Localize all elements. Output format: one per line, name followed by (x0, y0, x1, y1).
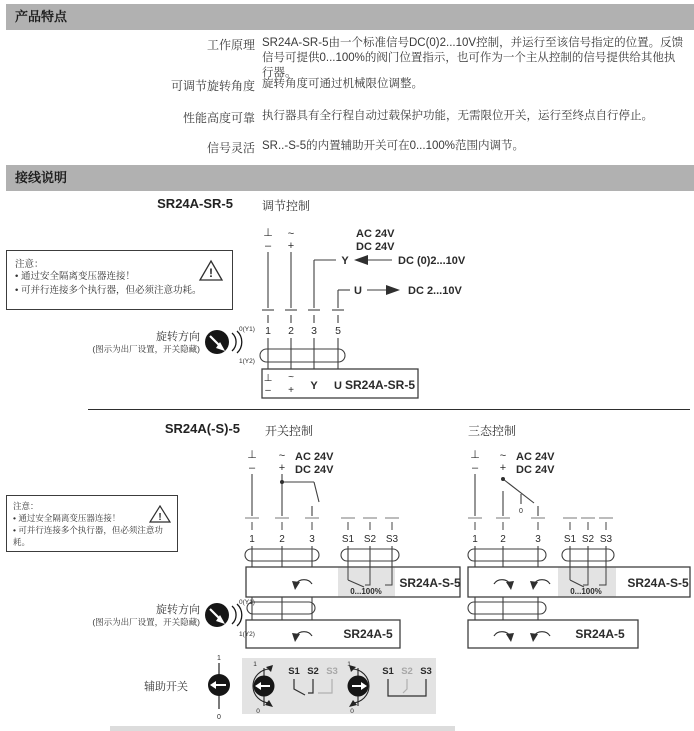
terminal-2: 2 (288, 325, 294, 337)
rotation-pos1-label: 1(Y2) (239, 358, 255, 365)
cable-sheath (468, 602, 546, 614)
terminal-1: 1 (265, 325, 271, 337)
label-dc24v: DC 24V (356, 241, 395, 253)
sym-ground: ⊥ (247, 449, 257, 461)
sym-ac: ~ (278, 450, 286, 462)
section-title: 接线说明 (15, 170, 68, 185)
terminal-3: 3 (309, 534, 315, 545)
warning-triangle-icon (149, 504, 171, 524)
svg-text:0: 0 (350, 708, 354, 715)
cw-rotation-icon (494, 632, 514, 642)
feature-label: 工作原理 (206, 38, 255, 52)
sym-plus: + (499, 462, 507, 474)
aux-dial-ccw-icon (253, 661, 274, 715)
section-title: 产品特点 (15, 9, 68, 24)
terminal-s3: S3 (599, 534, 613, 545)
inter-box-wires (468, 597, 546, 620)
note-item: • 通过安全隔离变压器连接！ (15, 271, 135, 282)
svg-text:1: 1 (347, 661, 351, 668)
aux-contact-gray (403, 679, 407, 693)
note-item: • 可并行连接多个执行器，但必须注意功耗。 (15, 284, 202, 296)
sym-ground: ⊥ (263, 227, 273, 239)
wiring-diagram-sr24a-sr5 (250, 222, 690, 400)
terminal-ticks (252, 522, 392, 530)
box-label-y: Y (310, 380, 318, 392)
lower-wires (245, 546, 399, 567)
s1-label: S1 (382, 666, 394, 677)
rotation-pos0-label: 0(Y1) (239, 326, 255, 333)
feature-label: 信号灵活 (206, 141, 255, 155)
svg-text:!: ! (209, 266, 213, 280)
terminal-s2: S2 (581, 534, 595, 545)
wires (475, 474, 538, 516)
label-y: Y (341, 255, 349, 267)
rotation-direction-label: 旋转方向 (156, 331, 200, 343)
box-sym-ac: ~ (288, 372, 294, 383)
terminal-2: 2 (500, 534, 506, 545)
note-box (6, 250, 233, 310)
sym-ac: ~ (499, 450, 507, 462)
terminal-1: 1 (249, 534, 255, 545)
terminal-s1: S1 (341, 534, 355, 545)
sym-ground: ⊥ (470, 449, 480, 461)
box-sym-ground: ⊥ (263, 373, 273, 384)
note-item: • 可并行连接多个执行器，但必须注意功耗。 (13, 525, 163, 547)
box-model-label: SR24A-S-5 (627, 576, 689, 590)
rotation-pos0-label: 0(Y1) (239, 599, 255, 606)
label-ac24v: AC 24V (295, 451, 334, 463)
warning-triangle-icon (198, 259, 224, 283)
cable-sheath (247, 602, 315, 614)
wires (252, 474, 319, 516)
cable-sheath (260, 349, 345, 362)
terminal-5: 5 (335, 325, 341, 337)
aux-switch-label: 辅助开关 (144, 681, 188, 693)
s2-label: S2 (307, 666, 319, 677)
rotation-direction-icon (204, 322, 256, 366)
s1-label: S1 (288, 666, 300, 677)
terminal-s3: S3 (385, 534, 399, 545)
pos-0-label: 0 (217, 714, 221, 721)
caption-tristate-control: 三态控制 (468, 424, 517, 438)
junction-dot (501, 477, 505, 481)
feature-text: SR..-S-5的内置辅助开关可在0...100%范围内调节。 (262, 140, 524, 152)
mid-position-label: 0 (519, 508, 523, 515)
box-model-label: SR24A-S-5 (399, 576, 461, 590)
cable-sheath (468, 549, 546, 561)
section-header-wiring (6, 165, 694, 191)
aux-switch-panel (242, 658, 436, 714)
wiring-diagram-switch-control (244, 446, 464, 658)
note-title: 注意： (13, 501, 39, 511)
s2-label: S2 (401, 666, 413, 677)
arrow-left-icon (354, 255, 368, 265)
rotation-direction-sublabel: (图示为出厂设置，开关隐藏) (92, 617, 200, 627)
lower-wires (468, 546, 614, 567)
sym-plus: + (278, 462, 286, 474)
box-model-label: SR24A-SR-5 (344, 378, 416, 392)
terminal-3: 3 (311, 325, 317, 337)
terminal-3: 3 (535, 534, 541, 545)
rotation-direction-icon (204, 595, 256, 639)
caption-switch-control: 开关控制 (265, 424, 314, 438)
label-u-signal: DC 2...10V (408, 285, 462, 297)
rotation-direction-label: 旋转方向 (156, 604, 200, 616)
terminal-2: 2 (279, 534, 285, 545)
aux-range-label: 0...100% (350, 587, 382, 596)
sym-minus: – (471, 462, 479, 474)
svg-text:1: 1 (253, 661, 257, 668)
label-y-signal: DC (0)2...10V (398, 255, 466, 267)
sym-plus: + (287, 240, 295, 252)
feature-text: 旋转角度可通过机械限位调整。 (262, 78, 423, 90)
note-box (6, 495, 178, 552)
box-label-u: U (334, 380, 342, 392)
label-ac24v: AC 24V (356, 228, 395, 240)
arrow-right-icon (386, 285, 400, 295)
model-title-sr24a-sr5: SR24A-SR-5 (157, 196, 233, 211)
divider (88, 409, 690, 410)
ccw-rotation-icon (292, 632, 312, 642)
feature-text: SR24A-SR-5由一个标准信号DC(0)2...10V控制，并运行至该信号指定的位置。反馈信号可提供0...100%的阀门位置指示，也可作为一个主从控制的信号提供给其他执行器。 (262, 37, 684, 79)
svg-text:0: 0 (256, 708, 260, 715)
note-item: • 通过安全隔离变压器连接！ (13, 513, 121, 523)
terminal-ticks (475, 522, 606, 530)
sym-ac: ~ (287, 228, 295, 240)
svg-text:!: ! (158, 512, 162, 523)
ccw-rotation-icon (530, 632, 550, 642)
terminal-s1: S1 (563, 534, 577, 545)
aux-switch-diagrams (242, 658, 436, 714)
caption-modulating-control: 调节控制 (262, 199, 311, 213)
box-model-label: SR24A-5 (343, 627, 393, 641)
wiring-diagram-tristate-control (466, 446, 694, 658)
label-u: U (354, 285, 362, 297)
ccw-rotation-icon (292, 580, 312, 590)
section-header-features (6, 4, 694, 30)
box-model-label: SR24A-5 (575, 627, 625, 641)
pos-1-label: 1 (217, 655, 221, 662)
aux-switch-icon (205, 653, 235, 721)
sym-minus: – (248, 462, 256, 474)
model-title-sr24a-s-5: SR24A(-S)-5 (164, 421, 240, 436)
sym-minus: – (264, 240, 272, 252)
next-section-edge (110, 726, 455, 731)
aux-dial-cw-icon (347, 661, 369, 715)
note-title: 注意： (15, 259, 44, 270)
ccw-rotation-icon (530, 580, 550, 590)
cw-rotation-icon (494, 580, 514, 590)
label-dc24v: DC 24V (295, 464, 334, 476)
terminal-s2: S2 (363, 534, 377, 545)
feature-text: 执行器具有全行程自动过载保护功能，无需限位开关，运行至终点自行停止。 (262, 110, 653, 122)
label-dc24v: DC 24V (516, 464, 555, 476)
s3-label: S3 (420, 666, 432, 677)
inter-box-wires (247, 597, 315, 620)
s3-label: S3 (326, 666, 338, 677)
rotation-pos1-label: 1(Y2) (239, 631, 255, 638)
feature-label: 性能高度可靠 (182, 111, 255, 125)
box-sym-minus: – (265, 385, 271, 396)
aux-range-label: 0...100% (570, 587, 602, 596)
rotation-direction-sublabel: (图示为出厂设置，开关隐藏) (92, 344, 200, 354)
terminal-1: 1 (472, 534, 478, 545)
aux-contact-gray (318, 679, 332, 693)
label-ac24v: AC 24V (516, 451, 555, 463)
aux-contacts-dark (294, 679, 313, 695)
feature-label: 可调节旋转角度 (170, 79, 255, 93)
junction-dot (280, 480, 284, 484)
box-sym-plus: + (288, 385, 294, 396)
